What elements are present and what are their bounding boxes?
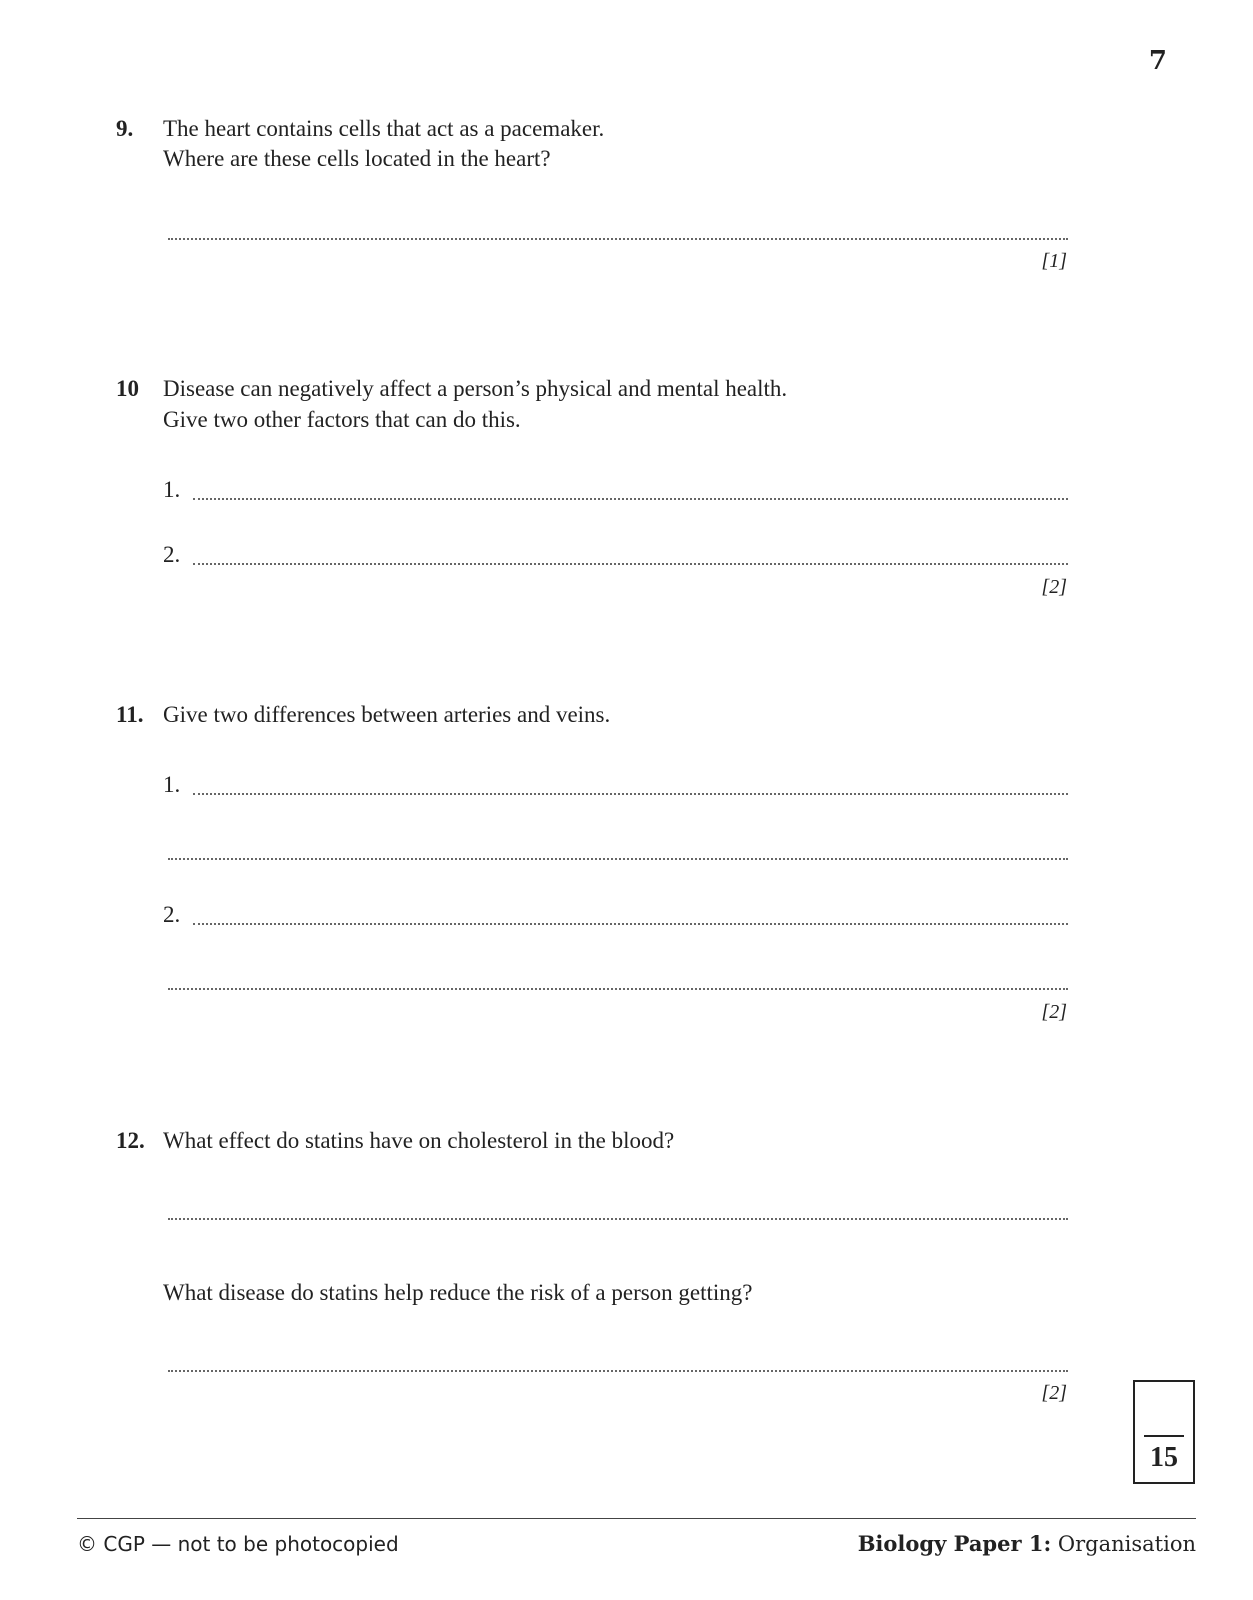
question-10-line-1: Disease can negatively affect a person’s physical and mental health. (163, 376, 788, 401)
question-12-answer-line-2[interactable] (168, 1370, 1068, 1372)
question-11-answer-line-1a[interactable] (193, 793, 1068, 795)
question-10-item-1-label: 1. (163, 477, 181, 502)
question-12-line-1: What effect do statins have on cholesterol in the blood? (163, 1128, 675, 1153)
footer-divider (77, 1518, 1196, 1519)
question-10-marks: [2] (1041, 576, 1067, 598)
question-12-answer-line-1[interactable] (168, 1218, 1068, 1220)
question-10-answer-line-1[interactable] (193, 498, 1068, 500)
footer-subject: Biology Paper 1: (857, 1531, 1052, 1556)
question-9-number: 9. (116, 116, 134, 141)
footer-topic: Organisation (1051, 1532, 1196, 1556)
question-9-line-2: Where are these cells located in the heart? (163, 146, 551, 171)
total-marks-box[interactable] (1133, 1380, 1195, 1484)
question-11-answer-line-1b[interactable] (168, 858, 1068, 860)
question-11-item-1-label: 1. (163, 772, 181, 797)
question-9-line-1: The heart contains cells that act as a pacemaker. (163, 116, 605, 141)
question-12-marks: [2] (1041, 1382, 1067, 1404)
question-10-number: 10 (116, 376, 139, 401)
footer-copyright: © CGP — not to be photocopied (77, 1532, 399, 1556)
question-11-answer-line-2a[interactable] (193, 923, 1068, 925)
question-10-item-2-label: 2. (163, 542, 181, 567)
total-marks-value: 15 (1150, 1442, 1178, 1473)
total-marks-divider (1144, 1435, 1184, 1437)
question-11-line-1: Give two differences between arteries and veins. (163, 702, 611, 727)
question-9-marks: [1] (1041, 250, 1067, 272)
question-10-line-2: Give two other factors that can do this. (163, 407, 521, 432)
question-11-number: 11. (116, 702, 144, 727)
footer-paper-title (858, 1531, 1196, 1556)
question-11-item-2-label: 2. (163, 902, 181, 927)
question-9-answer-line[interactable] (168, 238, 1068, 240)
question-10-answer-line-2[interactable] (193, 563, 1068, 565)
question-11-answer-line-2b[interactable] (168, 988, 1068, 990)
page-number: 7 (1148, 46, 1167, 76)
question-12-number: 12. (116, 1128, 145, 1153)
question-11-marks: [2] (1041, 1001, 1067, 1023)
question-12-sub-question: What disease do statins help reduce the risk of a person getting? (163, 1280, 753, 1305)
